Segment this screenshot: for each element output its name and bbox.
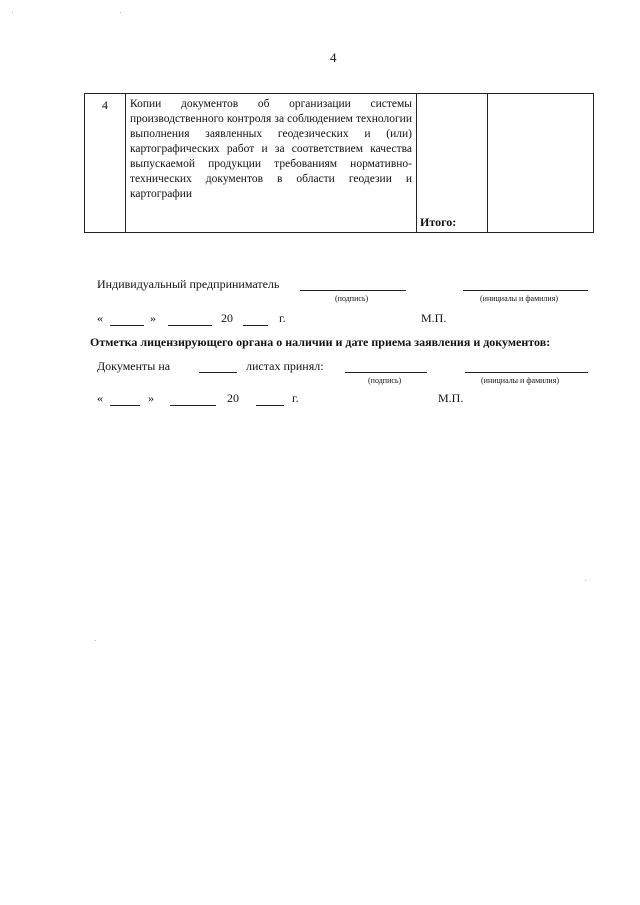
licensing-date-year-suffix: г. bbox=[292, 391, 299, 405]
entrepreneur-date-close-quote: » bbox=[150, 311, 156, 325]
row-number-cell: 4 bbox=[85, 94, 126, 233]
licensing-initials-caption: (инициалы и фамилия) bbox=[481, 376, 560, 385]
licensing-date-day-line bbox=[110, 405, 140, 406]
entrepreneur-stamp-label: М.П. bbox=[421, 311, 447, 325]
entrepreneur-initials-caption: (инициалы и фамилия) bbox=[480, 294, 559, 303]
total-label: Итого: bbox=[420, 215, 457, 229]
documents-table bbox=[84, 93, 594, 233]
entrepreneur-date-year-line bbox=[243, 325, 268, 326]
entrepreneur-signature-line bbox=[300, 290, 406, 291]
notes-cell bbox=[488, 94, 594, 233]
entrepreneur-date-year-prefix: 20 bbox=[221, 311, 233, 325]
entrepreneur-date-day-line bbox=[110, 325, 144, 326]
licensing-signature-line bbox=[345, 372, 427, 373]
licensing-date-month-line bbox=[170, 405, 216, 406]
licensing-initials-line bbox=[465, 372, 588, 373]
licensing-stamp-label: М.П. bbox=[438, 391, 464, 405]
scan-artifact bbox=[12, 12, 13, 13]
page-number: 4 bbox=[330, 50, 337, 65]
entrepreneur-date-open-quote: « bbox=[97, 311, 103, 325]
entrepreneur-initials-line bbox=[463, 290, 588, 291]
licensing-signature-caption: (подпись) bbox=[368, 376, 402, 385]
licensing-date-open-quote: « bbox=[97, 391, 103, 405]
docs-label: Документы на bbox=[97, 359, 171, 373]
licensing-date-year-line bbox=[256, 405, 284, 406]
sheets-accepted-label: листах принял: bbox=[246, 359, 324, 373]
licensing-note-heading: Отметка лицензирующего органа о наличии и дате приема заявления и документов: bbox=[90, 335, 551, 349]
entrepreneur-date-year-suffix: г. bbox=[279, 311, 286, 325]
entrepreneur-date-month-line bbox=[168, 325, 212, 326]
licensing-date-close-quote: » bbox=[148, 391, 154, 405]
entrepreneur-signature-caption: (подпись) bbox=[335, 294, 369, 303]
scan-artifact bbox=[95, 640, 96, 641]
entrepreneur-label: Индивидуальный предприниматель bbox=[97, 277, 280, 291]
docs-sheet-count-line bbox=[199, 372, 237, 373]
licensing-date-year-prefix: 20 bbox=[227, 391, 239, 405]
scan-artifact bbox=[120, 12, 121, 13]
scan-artifact bbox=[585, 580, 586, 581]
table-row bbox=[85, 94, 594, 233]
row-description-cell: Копии документов об организации системы производственного контроля за соблюдением технологии выполнения заявленных геодезических и (или) картографических работ и за соответствием качества выпускаемой продукции требованиям нормативно-технических документов в области геодезии и картографии bbox=[126, 94, 417, 233]
sheet-count-cell bbox=[417, 94, 488, 233]
